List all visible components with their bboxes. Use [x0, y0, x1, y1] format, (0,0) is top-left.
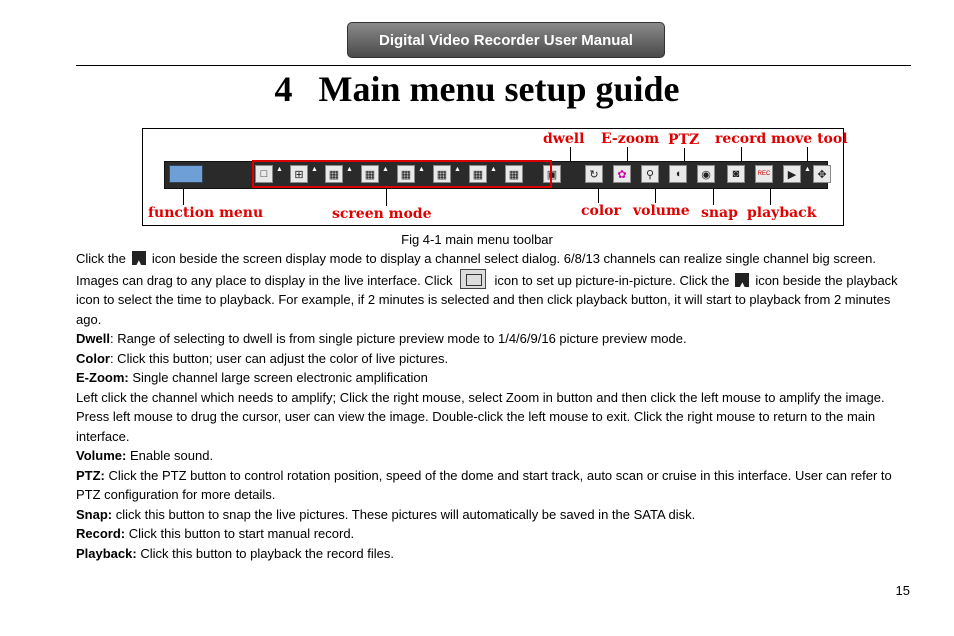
- p1-part-d: icon beside the playback icon to select the time to playback. For example, if 2 minutes is selected and then click playback button, it will start to playback from 2 minutes ago.: [76, 272, 898, 327]
- header-rule: [76, 65, 911, 66]
- text-snap: click this button to snap the live pictures. These pictures will automatically be saved in the SATA disk.: [112, 506, 696, 522]
- dwell-icon[interactable]: ↻: [585, 165, 603, 183]
- ptz-icon[interactable]: ◉: [697, 165, 715, 183]
- chapter-title-text: Main menu setup guide: [318, 69, 680, 109]
- screen-mode-arrow-icon: [132, 251, 146, 265]
- paragraph-dwell: [76, 329, 910, 349]
- thirteen-screen-icon[interactable]: ▦: [433, 165, 451, 183]
- text-dwell: : Range of selecting to dwell is from single picture preview mode to 1/4/6/9/16 picture preview mode.: [109, 331, 687, 346]
- callout-function-menu: function menu: [148, 205, 264, 221]
- leader-volume: [655, 187, 656, 203]
- page-number: 15: [895, 583, 910, 598]
- term-ptz: PTZ:: [76, 467, 105, 483]
- playback-dropdown-arrow-icon[interactable]: ▲: [804, 166, 811, 173]
- callout-volume: volume: [633, 203, 690, 219]
- playback-icon[interactable]: ▶: [783, 165, 801, 183]
- quad-screen-icon[interactable]: ⊞: [290, 165, 308, 183]
- term-ezoom: E-Zoom:: [76, 370, 129, 385]
- leader-record: [741, 147, 742, 162]
- paragraph-click-icon: [76, 249, 910, 329]
- term-record: Record:: [76, 526, 126, 541]
- callout-screen-mode: screen mode: [332, 206, 432, 222]
- eight-screen-dropdown-arrow-icon[interactable]: ▲: [382, 166, 389, 173]
- leader-color: [598, 187, 599, 203]
- record-icon[interactable]: REC: [755, 165, 773, 183]
- paragraph-ezoom: [76, 368, 910, 388]
- eight-screen-icon[interactable]: ▦: [361, 165, 379, 183]
- pip-icon[interactable]: ▣: [543, 165, 561, 183]
- text-playback: Click this button to playback the record files.: [136, 545, 394, 561]
- leader-screen-mode: [386, 188, 387, 206]
- volume-icon[interactable]: ◖: [669, 165, 687, 183]
- manual-title: Digital Video Recorder User Manual: [379, 31, 633, 49]
- twenty-five-screen-icon[interactable]: ▦: [505, 165, 523, 183]
- sixteen-screen-icon[interactable]: ▦: [469, 165, 487, 183]
- nine-screen-icon[interactable]: ▦: [397, 165, 415, 183]
- single-screen-dropdown-arrow-icon[interactable]: ▲: [276, 166, 283, 173]
- callout-color: color: [581, 203, 621, 219]
- screen-mode-highlight: [252, 160, 552, 188]
- term-snap: Snap:: [76, 506, 113, 522]
- sixteen-screen-dropdown-arrow-icon[interactable]: ▲: [490, 166, 497, 173]
- text-ptz: Click the PTZ button to control rotation position, speed of the dome and start track, auto scan or cruise in this interface. User can refer to PTZ configuration for more details.: [76, 467, 892, 502]
- p1-part-a: Click the: [76, 251, 126, 266]
- chapter-title: [0, 67, 954, 111]
- text-color: : Click this button; user can adjust the color of live pictures.: [109, 350, 449, 366]
- paragraph-color: [76, 349, 910, 369]
- manual-title-badge: [347, 22, 665, 58]
- toolbar-figure: [142, 128, 848, 226]
- text-record: Click this button to start manual record.: [125, 526, 355, 541]
- text-ezoom: Single channel large screen electronic amplification: [128, 370, 428, 385]
- leader-dwell: [570, 147, 571, 162]
- callout-record: record: [715, 131, 767, 147]
- playback-arrow-icon: [735, 273, 749, 287]
- callout-move-tool: move tool: [771, 131, 848, 147]
- paragraph-playback: [76, 544, 910, 564]
- leader-snap: [713, 187, 714, 205]
- function-menu-icon[interactable]: [169, 165, 203, 183]
- pip-icon: [460, 269, 486, 289]
- paragraph-snap: [76, 505, 910, 525]
- single-screen-icon[interactable]: □: [255, 165, 273, 183]
- paragraph-volume: [76, 446, 910, 466]
- p1-part-c: icon to set up picture-in-picture. Click the: [494, 272, 730, 288]
- text-volume: Enable sound.: [126, 448, 214, 463]
- color-icon[interactable]: ✿: [613, 165, 631, 183]
- callout-playback: playback: [747, 205, 817, 221]
- nine-screen-dropdown-arrow-icon[interactable]: ▲: [418, 166, 425, 173]
- leader-move-tool: [807, 147, 808, 162]
- paragraph-ezoom-detail: Left click the channel which needs to amplify; Click the right mouse, select Zoom in button and then click the left mouse to amplify the image. Press left mouse to drug the cursor, user can view the image. Double-click the left mouse to exit. Click the right mouse to return to the main interface.: [76, 389, 885, 444]
- term-color: Color: [76, 350, 110, 366]
- figure-caption: Fig 4-1 main menu toolbar: [401, 232, 553, 247]
- snap-icon[interactable]: ◙: [727, 165, 745, 183]
- paragraph-record: [76, 524, 910, 544]
- term-volume: Volume:: [76, 448, 127, 463]
- callout-dwell: dwell: [543, 131, 585, 147]
- p1-part-b: icon beside the screen display mode to display a channel select dialog. 6/8/13 channels can realize single channel big screen. Images can drag to any place to display in the live interface. Click: [76, 251, 876, 288]
- chapter-number: 4: [274, 69, 293, 109]
- six-screen-icon[interactable]: ▦: [325, 165, 343, 183]
- paragraph-ptz: [76, 466, 910, 505]
- thirteen-screen-dropdown-arrow-icon[interactable]: ▲: [454, 166, 461, 173]
- leader-function-menu: [183, 187, 184, 205]
- leader-playback: [770, 187, 771, 205]
- callout-ezoom: E-zoom: [601, 131, 660, 147]
- move-tool-icon[interactable]: ✥: [813, 165, 831, 183]
- callout-snap: snap: [701, 205, 738, 221]
- term-playback: Playback:: [76, 545, 137, 561]
- body-text: [76, 249, 910, 563]
- callout-ptz: PTZ: [668, 132, 700, 148]
- quad-screen-dropdown-arrow-icon[interactable]: ▲: [311, 166, 318, 173]
- six-screen-dropdown-arrow-icon[interactable]: ▲: [346, 166, 353, 173]
- leader-ptz: [684, 148, 685, 162]
- term-dwell: Dwell: [76, 331, 110, 346]
- zoom-icon[interactable]: ⚲: [641, 165, 659, 183]
- leader-ezoom: [627, 147, 628, 162]
